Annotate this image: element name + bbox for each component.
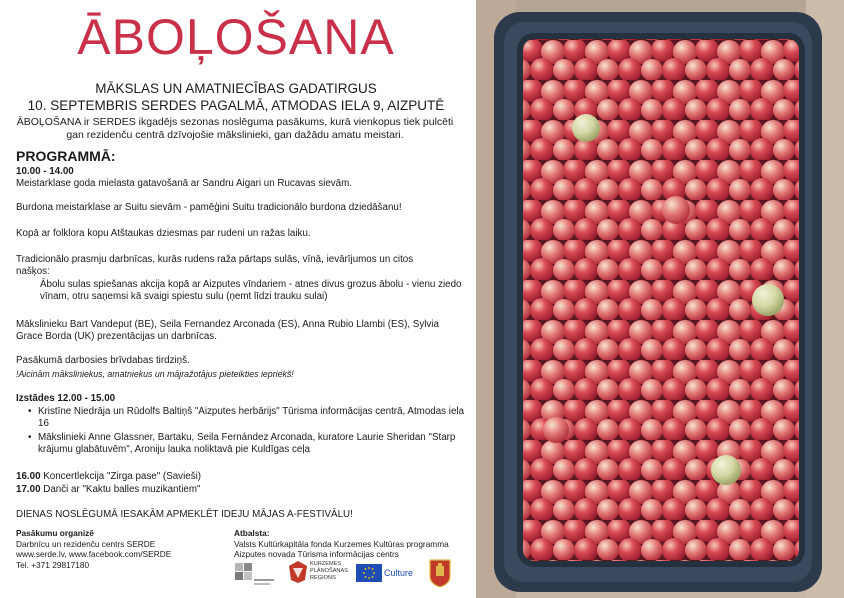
program-item-1: Meistarklase goda mielasta gatavošanā ar Sandru Aigari un Rucavas sievām. [16,178,352,189]
apples-crate-photo [476,0,844,598]
program-item-6-note: !Aicinām māksliniekus, amatniekus un mājražotājus pieteikties iepriekš! [16,369,294,379]
organizer-label: Pasākumu organizē [16,528,94,538]
program-item-4-detail: Ābolu sulas spiešanas akcija kopā ar Aizputes vīndariem - atnes divus grozus ābolu - vienu ziedo vīnam, otru saņemsi kā svaigi spiestu sulu (ņemt līdzi trauku sulai) [40,279,462,302]
event-date-place: 10. SEPTEMBRIS SERDES PAGALMĀ, ATMODAS IELA 9, AIZPUTĒ [27,98,445,113]
bullet-icon: • [28,432,32,443]
culture-programme-logo-text: Culture [384,568,414,578]
supporter-line-1: Valsts Kultūrkapitāla fonda Kurzemes Kultūras programma [234,538,449,549]
supporters-label: Atbalsta: [234,528,270,538]
aizpute-coat-of-arms-icon [428,558,452,588]
poster-title: ĀBOĻOŠANA [77,9,395,65]
program-heading: PROGRAMMĀ: [16,148,116,164]
organizer-block [16,528,246,570]
organizer-web[interactable]: www.serde.lv, www.facebook.com/SERDE [16,549,172,559]
eu-flag-icon [356,564,382,582]
organizer-phone: Tel. +371 29817180 [16,559,90,570]
program-item-7 [16,471,462,483]
kurzeme-region-emblem-icon [288,560,308,584]
closing-note: DIENAS NOSLĒGUMĀ IESAKĀM APMEKLĒT IDEJU MĀJAS A-FESTIVĀLU! [16,509,353,520]
exhibitions-heading: Izstādes 12.00 - 15.00 [16,393,116,404]
dance-text: Danči ar "Kaktu balles muzikantiem" [40,484,201,495]
exhibition-item-1 [28,406,466,430]
program-item-4: Tradicionālo prasmju darbnīcas, kurās rudens raža pārtaps sulās, vīnā, ievārījumos un citos [16,254,414,265]
supporters-block [234,528,470,560]
organizer-name: Darbnīcu un rezidenču centrs SERDE [16,538,156,549]
time-slot-3: 16.00 [16,471,41,482]
bullet-icon: • [28,406,32,417]
program-item-2: Burdona meistarklase ar Suitu sievām - pamēģini Suitu tradicionālo burdona dziedāšanu! [16,202,402,213]
event-subtitle: MĀKSLAS UN AMATNIECĪBAS GADATIRGUS [95,81,377,96]
program-item-3: Kopā ar folklora kopu Atštaukas dziesmas par rudeni un ražas laiku. [16,228,311,239]
exhibition-item-2 [28,432,466,456]
kurzeme-region-logo-text: KURZEMES PLĀNOŠANAS REĢIONS [310,561,348,581]
time-slot-1: 10.00 - 14.00 [16,166,74,177]
exhibition-text-1: Kristīne Niedrāja un Rūdolfs Baltiņš "Aizputes herbārijs" Tūrisma informācijas centrā, Atmodas iela 16 [38,406,465,429]
concert-text: Koncertlekcija "Zirga pase" (Savieši) [40,471,202,482]
exhibition-text-2: Mākslinieki Anne Glassner, Bartaku, Seila Fernández Arconada, kuratore Laurie Sheridan "Starp krājumu glabātuvēm", Aroniju lauka noliktavā pie Kuldīgas ceļa [38,432,456,455]
program-item-5: Mākslinieku Bart Vandeput (BE), Seila Fernandez Arconada (ES), Anna Rubio Llambi (ES), Sylvia Grace Borda (UK) prezentācijas un darbnīcas. [16,319,439,342]
time-slot-4: 17.00 [16,484,41,495]
intro-text: ĀBOĻOŠANA ir SERDES ikgadējs sezonas noslēguma pasākums, kurā vienkopus tiek pulcēti gan rezidenču centrā dzīvojošie mākslinieki, gan dažādu amatu meistari. [16,116,454,141]
vkkf-logo [234,561,276,587]
program-item-8 [16,484,462,496]
supporter-line-2: Aizputes novada Tūrisma informācijas centrs [234,549,399,559]
program-item-4-cont: našķos: [16,266,50,277]
program-item-6: Pasākumā darbosies brīvdabas tirdziņš. [16,355,190,366]
